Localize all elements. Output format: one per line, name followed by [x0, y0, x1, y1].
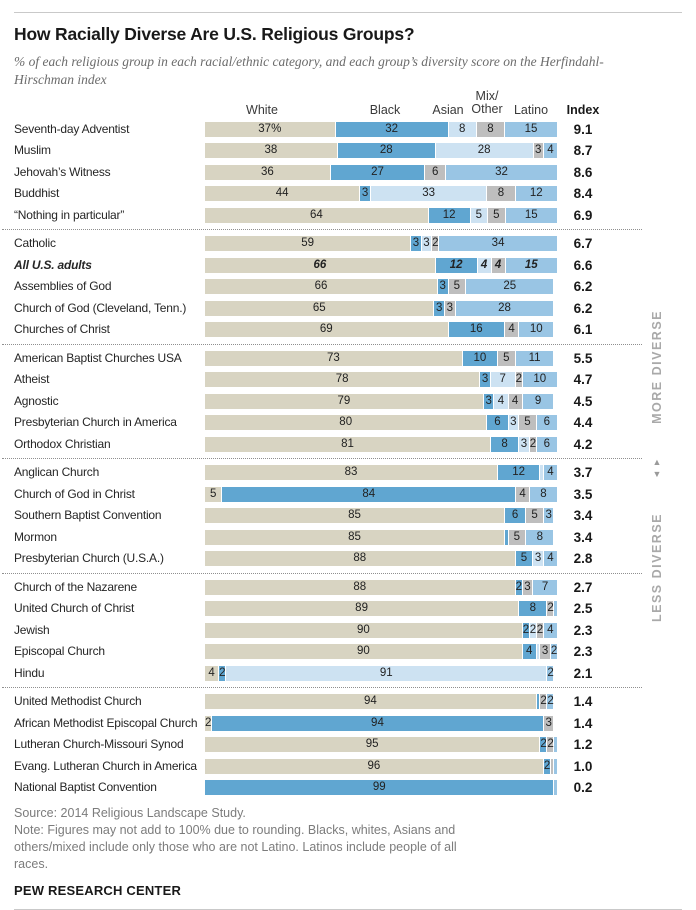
stacked-bar [205, 623, 558, 638]
row-label: United Church of Christ [14, 601, 135, 616]
chart-row [0, 759, 696, 774]
mix-segment: 2 [529, 437, 537, 450]
stacked-bar [205, 186, 558, 201]
row-label: Jewish [14, 622, 50, 637]
diversity-index-value: 4.5 [573, 393, 593, 409]
chart-row [0, 644, 696, 659]
mix-segment: 5 [488, 208, 505, 223]
row-label: Muslim [14, 143, 51, 158]
black-segment: 28 [338, 143, 436, 158]
col-header-index: Index [566, 102, 600, 117]
latino-segment: 9 [523, 394, 555, 409]
asian-segment: 28 [436, 143, 534, 158]
asian-segment: 3 [519, 437, 530, 452]
diversity-index-value: 4.2 [573, 436, 593, 452]
asian-segment: 4 [478, 258, 492, 273]
white-segment: 4 [205, 666, 219, 681]
mix-segment: 3 [544, 716, 555, 731]
diversity-index-value: 6.7 [573, 236, 593, 252]
asian-segment: 3 [533, 551, 544, 566]
mix-segment: 6 [425, 165, 446, 180]
chart-row [0, 487, 696, 502]
row-label: Churches of Christ [14, 322, 110, 337]
white-segment: 37% [205, 122, 336, 137]
chart-row [0, 530, 696, 545]
row-label: Catholic [14, 236, 56, 251]
white-segment: 38 [205, 143, 338, 158]
diversity-axis-labels [647, 310, 667, 622]
stacked-bar [205, 258, 558, 273]
white-segment: 64 [205, 208, 429, 223]
stacked-bar [205, 487, 558, 502]
diversity-index-value: 3.4 [573, 529, 593, 545]
black-segment: 2 [540, 738, 547, 751]
stacked-bar [205, 465, 558, 480]
chart-row [0, 601, 696, 616]
chart-row [0, 322, 696, 337]
latino-segment: 15 [506, 208, 558, 223]
col-header-black: Black [369, 102, 401, 117]
black-segment: 2 [522, 623, 530, 636]
mix-segment: 3 [445, 301, 456, 316]
page-title: How Racially Diverse Are U.S. Religious Groups? [14, 24, 415, 44]
white-segment: 79 [205, 394, 484, 409]
latino-segment: 6 [537, 415, 558, 430]
diversity-index-value: 3.5 [573, 486, 593, 502]
col-header-latino: Latino [513, 102, 549, 117]
diversity-index-value: 5.5 [573, 350, 593, 366]
diversity-index-value: 1.4 [573, 694, 593, 710]
black-segment: 3 [411, 236, 421, 251]
black-segment: 6 [487, 415, 508, 430]
diversity-index-value: 8.6 [573, 164, 593, 180]
black-segment: 84 [222, 487, 516, 502]
col-header-mix-line1: Mix/ [475, 88, 499, 103]
diversity-index-value: 2.7 [573, 579, 593, 595]
white-segment: 81 [205, 437, 491, 452]
black-segment: 8 [491, 437, 519, 452]
stacked-bar [205, 644, 558, 659]
diversity-index-value: 2.1 [573, 665, 593, 681]
latino-segment: 2 [547, 666, 554, 679]
black-segment: 32 [336, 122, 449, 137]
black-segment: 3 [360, 186, 371, 201]
diversity-index-value: 3.4 [573, 508, 593, 524]
top-divider [14, 12, 682, 13]
stacked-bar [205, 415, 558, 430]
stacked-bar [205, 143, 558, 158]
diversity-index-value: 9.1 [573, 121, 593, 137]
stacked-bar [205, 437, 558, 452]
black-segment: 8 [519, 601, 547, 616]
mix-segment: 8 [477, 122, 505, 137]
stacked-bar [205, 780, 558, 795]
diversity-index-value: 2.3 [573, 622, 593, 638]
row-label: Atheist [14, 372, 50, 387]
white-segment: 94 [205, 694, 537, 709]
stacked-bar [205, 580, 558, 595]
mix-segment: 2 [547, 738, 554, 751]
col-header-mix-other [471, 90, 502, 117]
diversity-index-value: 6.6 [573, 257, 593, 273]
row-label: All U.S. adults [14, 257, 92, 272]
mix-segment: 4 [509, 394, 523, 409]
row-label: Orthodox Christian [14, 436, 111, 451]
white-segment: 66 [205, 258, 436, 273]
white-segment: 44 [205, 186, 360, 201]
mix-segment: 4 [516, 487, 530, 502]
col-header-white: White [246, 102, 278, 117]
black-segment: 94 [212, 716, 544, 731]
diversity-index-value: 1.4 [573, 715, 593, 731]
black-segment: 27 [331, 165, 425, 180]
diversity-arrows [653, 456, 662, 480]
stacked-bar [205, 737, 558, 752]
more-diverse-label: MORE DIVERSE [650, 310, 664, 424]
stacked-bar [205, 301, 558, 316]
mix-segment: 2 [432, 237, 439, 250]
chart-row [0, 301, 696, 316]
row-label: American Baptist Churches USA [14, 350, 182, 365]
chart-row [0, 551, 696, 566]
black-segment: 4 [523, 644, 537, 659]
white-segment: 90 [205, 623, 523, 638]
chart-row [0, 780, 696, 795]
row-label: Lutheran Church-Missouri Synod [14, 737, 184, 752]
down-arrow-icon: ▼ [652, 469, 662, 480]
white-segment: 73 [205, 351, 463, 366]
chart-row [0, 122, 696, 137]
diversity-index-value: 1.0 [573, 758, 593, 774]
latino-segment: 15 [506, 258, 558, 273]
latino-segment: 7 [533, 580, 558, 595]
chart-row [0, 236, 696, 251]
mix-segment: 3 [540, 644, 551, 659]
diversity-index-value: 2.3 [573, 644, 593, 660]
stacked-bar [205, 759, 558, 774]
white-segment: 88 [205, 580, 516, 595]
latino-segment: 10 [523, 372, 558, 387]
diversity-index-value: 6.9 [573, 207, 593, 223]
latino-segment: 32 [446, 165, 558, 180]
chart-row [0, 437, 696, 452]
asian-segment: 7 [491, 372, 516, 387]
mix-segment: 2 [515, 373, 523, 386]
asian-segment: 91 [226, 666, 547, 681]
black-segment: 2 [543, 759, 551, 772]
white-segment: 89 [205, 601, 519, 616]
chart-body [0, 122, 696, 796]
less-diverse-label: LESS DIVERSE [650, 512, 664, 622]
diversity-index-value: 6.2 [573, 300, 593, 316]
black-segment: 3 [434, 301, 445, 316]
row-label: Hindu [14, 665, 45, 680]
diversity-index-value: 4.4 [573, 415, 593, 431]
chart-row [0, 623, 696, 638]
stacked-bar [205, 694, 558, 709]
chart-row [0, 508, 696, 523]
row-label: Seventh-day Adventist [14, 121, 130, 136]
black-segment: 2 [515, 580, 523, 593]
stacked-bar [205, 351, 558, 366]
stacked-bar [205, 394, 558, 409]
white-segment: 83 [205, 465, 498, 480]
white-segment: 78 [205, 372, 480, 387]
chart-row [0, 580, 696, 595]
mix-segment: 2 [540, 695, 547, 708]
latino-segment: 25 [466, 279, 554, 294]
stacked-bar [205, 716, 558, 731]
white-segment: 2 [205, 716, 212, 729]
white-segment: 59 [205, 236, 411, 251]
asian-segment: 3 [422, 236, 432, 251]
row-label: Mormon [14, 529, 57, 544]
stacked-bar [205, 122, 558, 137]
mix-segment: 5 [498, 351, 516, 366]
diversity-index-value: 6.1 [573, 322, 593, 338]
chart-page [0, 12, 696, 896]
row-label: United Methodist Church [14, 694, 142, 709]
stacked-bar [205, 601, 558, 616]
diversity-index-value: 2.8 [573, 551, 593, 567]
mix-segment: 4 [492, 258, 506, 273]
chart-row [0, 465, 696, 480]
black-segment: 16 [449, 322, 505, 337]
latino-segment: 4 [544, 465, 558, 480]
asian-segment: 3 [509, 415, 520, 430]
black-segment: 12 [436, 258, 478, 273]
white-segment: 95 [205, 737, 540, 752]
page-subtitle: % of each religious group in each racial/ethnic category, and each group’s diversity score on the Herfindahl-Hirschman index [14, 54, 604, 87]
chart-row [0, 694, 696, 709]
stacked-bar [205, 530, 558, 545]
stacked-bar [205, 551, 558, 566]
asian-segment: 33 [371, 186, 487, 201]
row-label: Southern Baptist Convention [14, 508, 162, 523]
col-header-mix-line2: Other [471, 102, 503, 117]
col-header-asian: Asian [432, 102, 464, 117]
stacked-bar [205, 279, 558, 294]
diversity-index-value: 8.7 [573, 143, 593, 159]
white-segment: 90 [205, 644, 523, 659]
chart-row [0, 372, 696, 387]
row-label: “Nothing in particular” [14, 207, 125, 222]
group-separator [2, 229, 642, 230]
group-separator [2, 687, 642, 688]
latino-segment: 2 [550, 645, 558, 658]
diversity-index-value: 4.7 [573, 372, 593, 388]
black-segment: 6 [505, 508, 526, 523]
latino-segment: 15 [505, 122, 558, 137]
column-headers [205, 89, 608, 119]
stacked-bar [205, 165, 558, 180]
chart-row [0, 394, 696, 409]
row-label: Presbyterian Church (U.S.A.) [14, 551, 164, 566]
white-segment: 88 [205, 551, 516, 566]
black-segment: 5 [516, 551, 534, 566]
white-segment: 65 [205, 301, 434, 316]
row-label: Episcopal Church [14, 644, 105, 659]
methodology-note: Note: Figures may not add to 100% due to rounding. Blacks, whites, Asians and others/mixed include only those who are not Latino. Latinos include people of all races. [14, 823, 457, 871]
black-segment: 3 [484, 394, 495, 409]
row-label: Anglican Church [14, 465, 100, 480]
row-label: Assemblies of God [14, 279, 112, 294]
white-segment: 66 [205, 279, 438, 294]
mix-segment: 8 [487, 186, 515, 201]
latino-segment: 28 [456, 301, 555, 316]
stacked-bar [205, 322, 558, 337]
row-label: Evang. Lutheran Church in America [14, 758, 197, 773]
group-separator [2, 458, 642, 459]
black-segment: 3 [480, 372, 491, 387]
diversity-index-value: 6.2 [573, 279, 593, 295]
chart-row [0, 165, 696, 180]
latino-segment: 11 [516, 351, 555, 366]
pew-research-center-brand: PEW RESEARCH CENTER [14, 882, 182, 898]
stacked-bar [205, 666, 558, 681]
row-label: Church of God in Christ [14, 486, 135, 501]
white-segment: 85 [205, 508, 505, 523]
chart-row [0, 143, 696, 158]
latino-segment: 2 [547, 695, 554, 708]
mix-segment: 5 [526, 508, 544, 523]
latino-segment: 6 [537, 437, 558, 452]
row-label: Agnostic [14, 393, 59, 408]
chart-row [0, 716, 696, 731]
black-segment: 3 [438, 279, 449, 294]
mix-segment: 5 [449, 279, 467, 294]
row-label: African Methodist Episcopal Church [14, 715, 198, 730]
white-segment: 5 [205, 487, 222, 502]
white-segment: 36 [205, 165, 331, 180]
latino-segment: 8 [526, 530, 554, 545]
chart-row [0, 666, 696, 681]
row-label: Church of God (Cleveland, Tenn.) [14, 300, 187, 315]
mix-segment: 5 [519, 415, 537, 430]
latino-segment: 4 [544, 143, 558, 158]
white-segment: 96 [205, 759, 544, 774]
mix-segment: 3 [523, 580, 534, 595]
chart-row [0, 258, 696, 273]
diversity-index-value: 3.7 [573, 465, 593, 481]
group-separator [2, 344, 642, 345]
mix-segment: 2 [536, 623, 544, 636]
asian-segment: 5 [471, 208, 488, 223]
latino-segment: 12 [516, 186, 558, 201]
black-segment: 12 [429, 208, 471, 223]
white-segment: 85 [205, 530, 505, 545]
chart-row [0, 737, 696, 752]
stacked-bar [205, 208, 558, 223]
source-note: Source: 2014 Religious Landscape Study. [14, 806, 246, 821]
stacked-bar [205, 508, 558, 523]
mix-segment: 5 [509, 530, 527, 545]
chart-row [0, 186, 696, 201]
black-segment: 10 [463, 351, 498, 366]
diversity-index-value: 0.2 [573, 780, 593, 796]
chart-row [0, 351, 696, 366]
bottom-divider [14, 909, 682, 910]
black-segment: 2 [219, 666, 226, 679]
latino-segment: 10 [519, 322, 554, 337]
asian-segment: 2 [529, 623, 537, 636]
black-segment: 99 [205, 780, 554, 795]
chart-row [0, 279, 696, 294]
chart-row [0, 208, 696, 223]
diversity-index-value: 8.4 [573, 186, 593, 202]
asian-segment: 4 [494, 394, 508, 409]
diversity-index-value: 2.5 [573, 601, 593, 617]
row-label: Presbyterian Church in America [14, 415, 177, 430]
group-separator [2, 573, 642, 574]
latino-segment: 4 [544, 623, 558, 638]
row-label: Jehovah’s Witness [14, 164, 111, 179]
latino-segment: 34 [439, 236, 558, 251]
mix-segment: 4 [505, 322, 519, 337]
stacked-bar [205, 372, 558, 387]
row-label: Church of the Nazarene [14, 579, 138, 594]
latino-segment: 8 [530, 487, 558, 502]
white-segment: 69 [205, 322, 449, 337]
up-arrow-icon: ▲ [652, 457, 662, 468]
asian-segment: 8 [449, 122, 477, 137]
row-label: National Baptist Convention [14, 780, 157, 795]
white-segment: 80 [205, 415, 487, 430]
diversity-index-value: 1.2 [573, 737, 593, 753]
black-segment: 12 [498, 465, 540, 480]
chart-row [0, 415, 696, 430]
row-label: Buddhist [14, 186, 60, 201]
latino-segment: 3 [544, 508, 555, 523]
latino-segment: 4 [544, 551, 558, 566]
mix-segment: 2 [547, 602, 554, 615]
mix-segment: 3 [534, 143, 544, 158]
stacked-bar [205, 236, 558, 251]
